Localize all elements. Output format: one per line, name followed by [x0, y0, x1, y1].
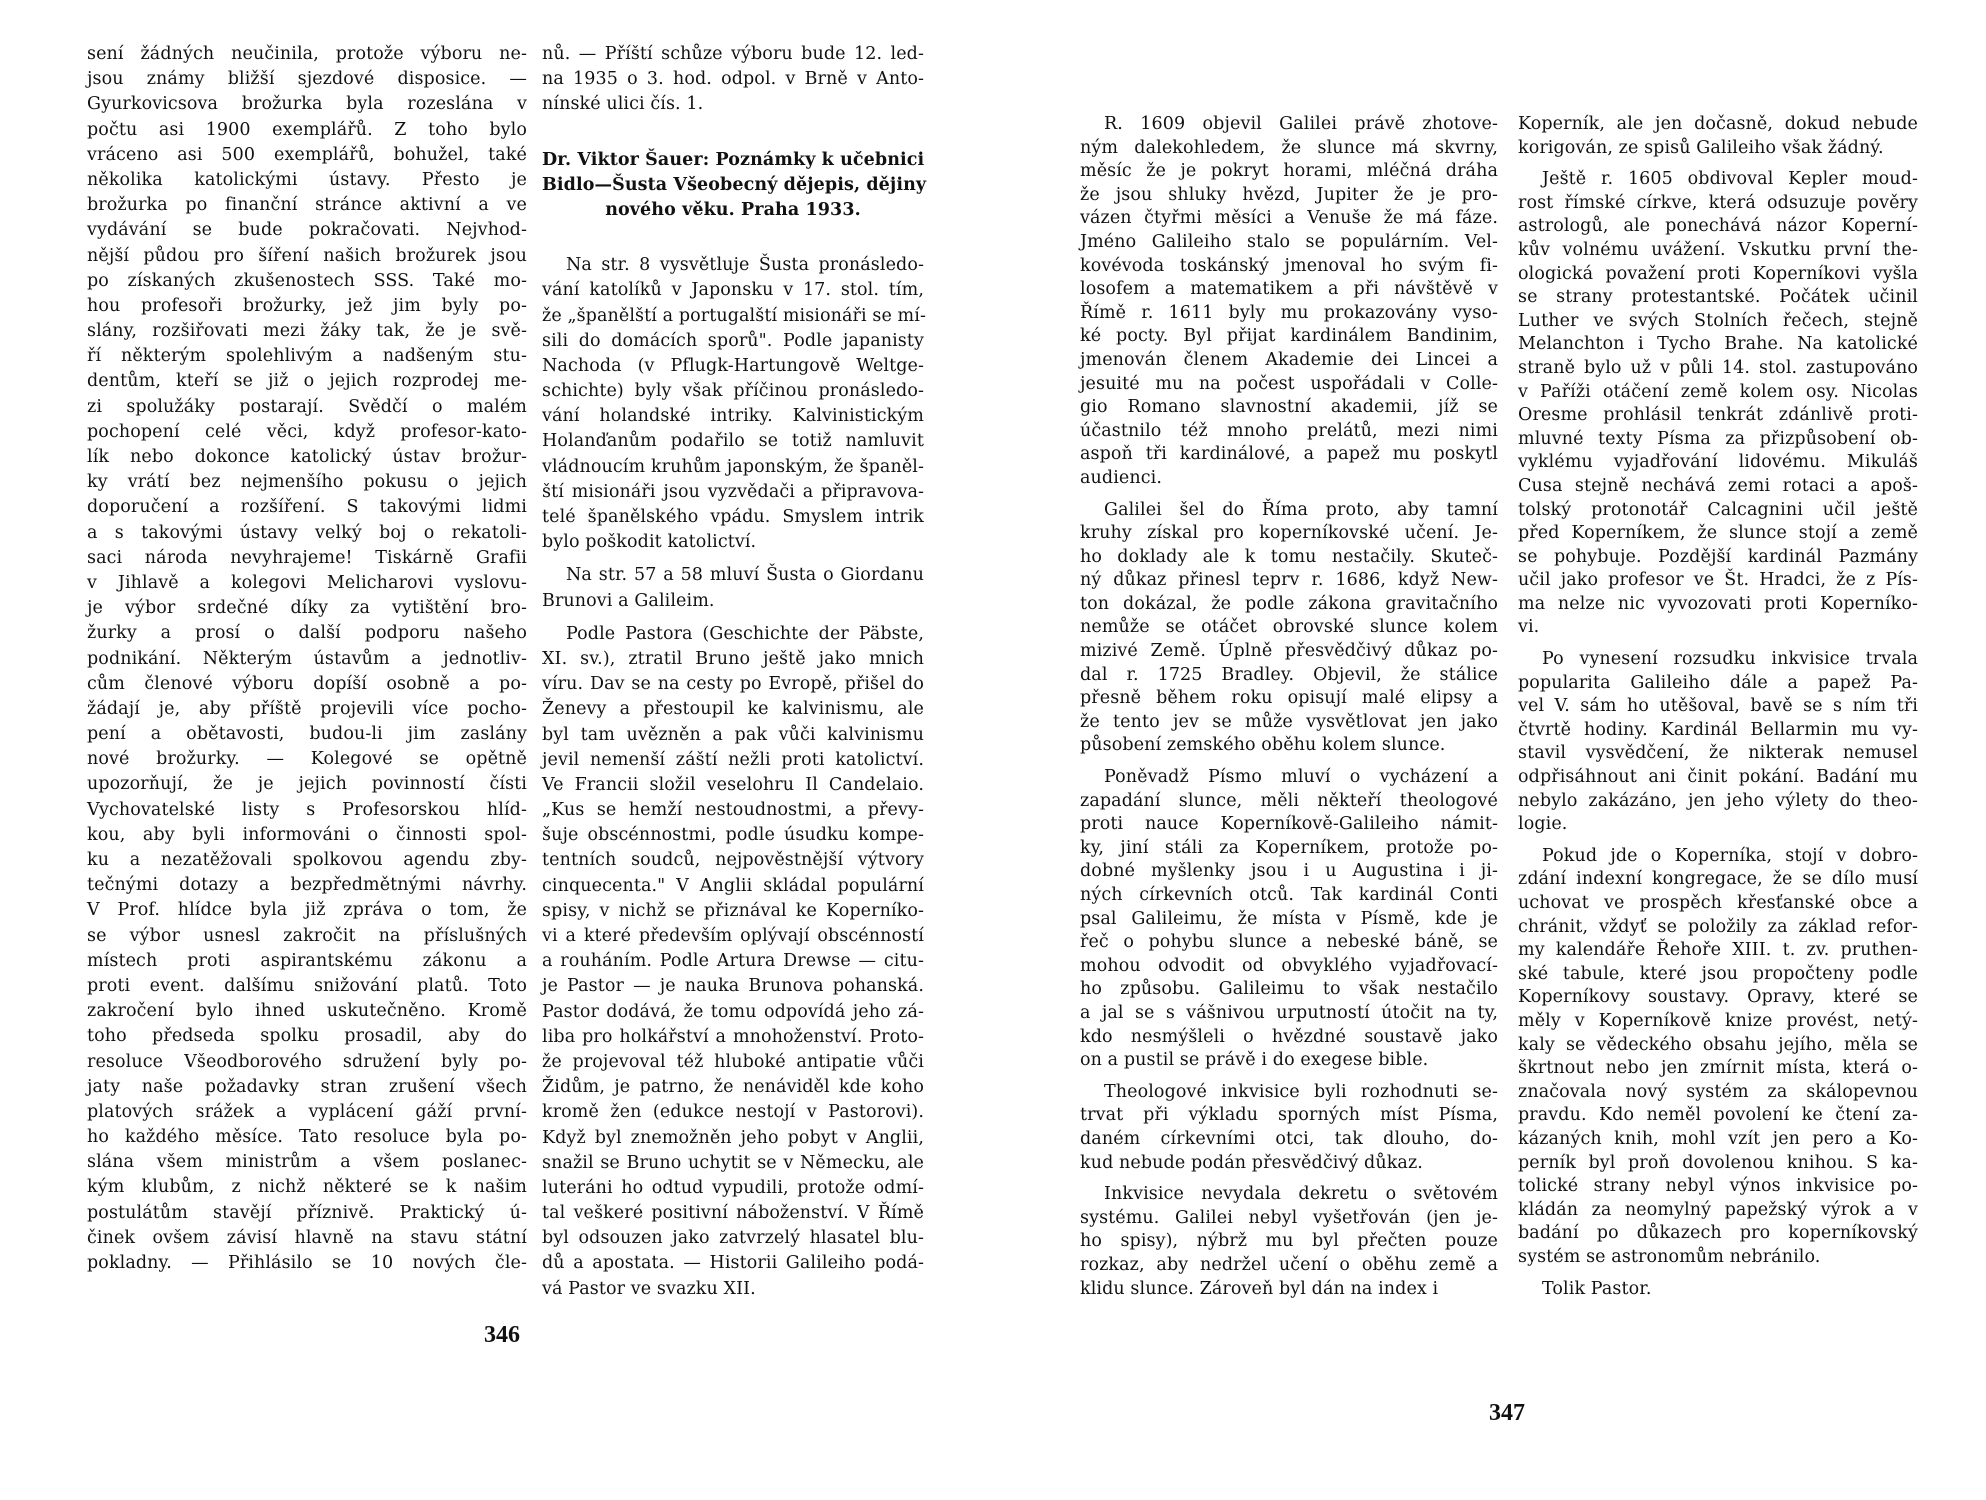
text-line: slány, rozšiřovati mezi žáky tak, že je svě-	[87, 321, 527, 342]
text-line: saci národa nevyhrajeme! Tiskárně Grafii	[87, 547, 527, 568]
text-line: tolické strany nebyl výnos inkvisice po-	[1518, 1176, 1918, 1197]
text-line: stavil vysvědčení, že nikterak nemusel	[1518, 743, 1918, 764]
text-line: platových srážek a vyplácení gáží první-	[87, 1101, 527, 1122]
page-347-column-2	[1518, 113, 1918, 1301]
text-line: pokladny. — Přihlásilo se 10 nových čle-	[87, 1253, 527, 1273]
text-line: kromě žen (edukce nestojí v Pastorovi).	[542, 1102, 924, 1123]
text-line: straně bylo už v půli 14. stol. zastupováno	[1518, 357, 1918, 378]
text-line: účastnilo též mnoho prelátů, mezi nimi	[1080, 420, 1498, 441]
text-line: dů a apostata. — Historii Galileiho podá-	[542, 1253, 924, 1274]
text-line: Po vynesení rozsudku inkvisice trvala	[1542, 649, 1918, 670]
text-line: a s takovými ústavy velký boj o rekatoli-	[87, 522, 527, 543]
text-line: Nachoda (v Pflugk-Hartungově Weltge-	[542, 355, 924, 376]
text-line: ným dalekohledem, že slunce má skvrny,	[1080, 137, 1498, 158]
text-line: je Pastor — je nauka Brunova pohanská.	[542, 976, 924, 997]
paragraph	[1518, 845, 1918, 1270]
text-line: několika katolickými ústavy. Přesto je	[87, 169, 527, 190]
text-line: brožurka po finanční stránce aktivní a ve	[87, 195, 527, 216]
text-line: víru. Dav se na cesty po Evropě, přišel do	[542, 674, 924, 695]
text-line: mohou odvodit od obvyklého vyjadřovací-	[1080, 955, 1498, 976]
text-line: v Jihlavě a kolegovi Melicharovi vyslovu-	[87, 572, 527, 593]
text-line: jaty naše požadavky stran zrušení všech	[87, 1076, 527, 1097]
text-line: ké pocty. Byl přijat kardinálem Bandinim,	[1080, 326, 1498, 347]
page-346-column-1	[87, 42, 527, 1276]
text-line: Theologové inkvisice byli rozhodnuti se-	[1104, 1081, 1498, 1102]
text-line: audienci.	[1080, 467, 1162, 488]
paragraph	[1518, 168, 1918, 640]
text-line: Melanchton i Tycho Brahe. Na katolické	[1518, 334, 1918, 355]
text-line: Římě r. 1611 byly mu prokazovány vyso-	[1080, 302, 1498, 323]
meeting-notice	[542, 42, 924, 118]
text-line: Gyurkovicsova brožurka byla rozeslána v	[87, 94, 527, 115]
text-line: liba pro holkářství a mnohoženství. Proto-	[542, 1026, 924, 1047]
paragraph	[1080, 1081, 1498, 1175]
text-line: vá Pastor ve svazku XII.	[542, 1278, 756, 1299]
text-line: ný důkaz přinesl teprv r. 1686, když New-	[1080, 570, 1498, 591]
text-line: korigován, ze spisů Galileiho však žádný.	[1518, 137, 1884, 158]
text-line: vel V. sám ho utěšoval, bavě se s ním tři	[1518, 696, 1918, 717]
text-line: podnikání. Některým ústavům a jednotliv-	[87, 648, 527, 669]
text-line: spisy, v nichž se přiznával ke Koperníko-	[542, 900, 924, 921]
text-line: značovala nový systém za skálopevnou	[1518, 1081, 1918, 1102]
text-line: po získaných zkušenostech SSS. Také mo-	[87, 270, 527, 291]
text-line: učil jako profesor ve Št. Hradci, že z Pís-	[1518, 570, 1918, 591]
paragraph	[542, 563, 924, 613]
text-line: a rouháním. Podle Artura Drewse — citu-	[542, 951, 924, 972]
text-line: zapadání slunce, měli někteří theologové	[1080, 790, 1498, 811]
text-line: vládnoucím kruhům japonským, že španěl-	[542, 456, 924, 477]
paragraph	[1518, 648, 1918, 837]
text-line: sení žádných neučinila, protože výboru ne-	[87, 44, 527, 64]
text-line: Brunovi a Galileim.	[542, 590, 715, 611]
text-line: dentům, kteří se již o jejich rozprodej me-	[87, 371, 527, 392]
text-line: odpřisáhnout ani činit pokání. Badání mu	[1518, 767, 1918, 788]
text-line: a jal se s vášnivou urputností útočit na ty,	[1080, 1002, 1498, 1023]
text-line: kázaných knih, mohl vzít jen pero a Ko-	[1518, 1128, 1918, 1149]
text-line: Tolik Pastor.	[1542, 1278, 1652, 1299]
text-line: psal Galileimu, že místa v Písmě, kde je	[1080, 908, 1498, 929]
text-line: zakročení bylo ihned uskutečněno. Kromě	[87, 1001, 527, 1022]
paragraph	[1080, 1183, 1498, 1301]
text-line: ří některým spolehlivým a nadšeným stu-	[87, 346, 527, 367]
text-line: toho předseda spolku prosadil, aby do	[87, 1026, 527, 1047]
text-line: zi spolužáky postarají. Svědčí o malém	[87, 396, 527, 417]
text-line: tolský protonotář Calcagnini učil ještě	[1518, 499, 1918, 520]
text-line: pení a obětavosti, budou-li jim zaslány	[87, 724, 527, 745]
paragraph	[542, 622, 924, 1302]
text-line: byl odsouzen jako zatvrzelý hlasatel blu-	[542, 1228, 924, 1249]
text-line: nější půdou pro šíření našich brožurek jsou	[87, 245, 527, 266]
text-line: perník byl proň dovolenou knihou. S ka-	[1518, 1152, 1918, 1173]
text-line: cinquecenta." V Anglii skládal populární	[542, 875, 924, 896]
paragraph	[1080, 113, 1498, 491]
text-line: ho spisy), nýbrž mu byl přečten pouze	[1080, 1231, 1498, 1252]
text-line: se pohybuje. Pozdější kardinál Pazmány	[1518, 546, 1918, 567]
text-line: ky vrátí bez nejmenšího pokusu o jejich	[87, 472, 527, 493]
text-line: systému. Galilei nebyl vyšetřován (jen je-	[1080, 1207, 1498, 1228]
text-line: logie.	[1518, 814, 1568, 835]
text-line: Luther ve svých Stolních řečech, stejně	[1518, 310, 1918, 331]
text-line: vydávání se bude pokračovati. Nejvhod-	[87, 220, 527, 241]
text-line: V Prof. hlídce byla již zpráva o tom, že	[87, 900, 527, 921]
text-line: popularita Galileiho dále a papež Pa-	[1518, 672, 1918, 693]
text-line: Jméno Galileiho stalo se populárním. Vel-	[1080, 231, 1498, 252]
text-line: rost římské církve, která odsuzuje pověry	[1518, 192, 1918, 213]
text-line: tečnými dotazy a bezpředmětnými návrhy.	[87, 875, 527, 896]
text-line: je výbor srdečné díky za vytištění bro-	[87, 598, 527, 619]
text-line: sili do domácích sporů". Podle japanisty	[542, 330, 924, 351]
text-line: vi.	[1518, 617, 1540, 638]
text-line: telé španělského vpádu. Smyslem intrik	[542, 507, 924, 527]
paragraph	[1518, 113, 1918, 160]
text-line: „Kus se hemží nestoudnostmi, a převy-	[542, 800, 924, 821]
text-line: nové brožurky. — Kolegové se opětně	[87, 749, 527, 770]
text-line: tentních soudců, nejpověstnější výtvory	[542, 850, 924, 871]
text-line: Podle Pastora (Geschichte der Päbste,	[566, 623, 924, 644]
text-line: Poněvadž Písmo mluví o vycházení a	[1104, 767, 1498, 788]
text-line: chránit, vždyť se položily za základ refor-	[1518, 916, 1918, 937]
text-line: že jsou shluky hvězd, Jupiter že je pro-	[1080, 184, 1498, 205]
text-line: Koperník, ale jen dočasně, dokud nebude	[1518, 114, 1918, 134]
text-line: kovévoda toskánský jmenoval ho svým fi-	[1080, 255, 1498, 276]
text-line: Ženevy a přestoupil ke kalvinismu, ale	[542, 699, 924, 720]
text-line: ho způsobu. Galileimu to však nestačilo	[1080, 979, 1498, 1000]
text-line: před Koperníkem, že slunce stojí a země	[1518, 523, 1918, 544]
text-line: mluvné texty Písma za přizpůsobení ob-	[1518, 428, 1918, 449]
text-line: řeč o pohybu slunce a nebeské báně, se	[1080, 932, 1498, 953]
text-line: schichte) byly však příčinou pronásledo-	[542, 381, 924, 402]
review-body	[542, 253, 924, 1302]
text-line: on a pustil se právě i do exegese bible.	[1080, 1050, 1429, 1071]
text-line: trvat při výkladu sporných míst Písma,	[1080, 1105, 1498, 1126]
text-line: Holanďanům podařilo se totiž namluvit	[542, 431, 924, 452]
paragraph	[542, 253, 924, 555]
text-line: nebylo zakázáno, jen jeho výlety do theo-	[1518, 790, 1918, 811]
text-line: že projevoval též hluboké antipatie vůči	[542, 1051, 924, 1072]
text-line: kruhy získal pro koperníkovské učení. Je-	[1080, 523, 1498, 544]
text-line: ské tabule, které jsou propočteny podle	[1518, 963, 1918, 984]
text-line: Když byl znemožněn jeho pobyt v Anglii,	[542, 1127, 924, 1148]
text-line: žádají je, aby příště projevili více pocho-	[87, 698, 527, 719]
text-line: ští misionáři jsou vyzvědači a připravova-	[542, 481, 924, 502]
text-line: šuje obscénnostmi, podle úsudku kompe-	[542, 825, 924, 846]
text-line: nů. — Příští schůze výboru bude 12. led-	[542, 44, 924, 64]
text-line: Ve Francii složil veselohru Il Candelaio.	[542, 774, 924, 795]
text-line: tal veškeré positivní náboženství. V Římě	[542, 1203, 924, 1224]
text-line: nemůže se otáčet obrovské slunce kolem	[1080, 617, 1498, 638]
text-line: že „španělští a portugalští misionáři se mí-	[542, 305, 926, 326]
text-line: astrologů, ale ponechává názor Koperní-	[1518, 216, 1918, 237]
text-line: nínské ulici čís. 1.	[542, 94, 704, 115]
text-line: dal r. 1725 Bradley. Objevil, že stálice	[1080, 664, 1498, 685]
text-line: hou profesoři brožurky, jež jim byly po-	[87, 295, 527, 316]
text-line: Koperníkovy soustavy. Opravy, které se	[1518, 987, 1918, 1008]
text-line: vráceno asi 500 exemplářů, bohužel, také	[87, 144, 527, 165]
text-line: ho každého měsíce. Tato resoluce byla po-	[87, 1127, 527, 1148]
text-line: proti nauce Koperníkově-Galileiho námit-	[1080, 814, 1498, 835]
text-line: kův volnému uvážení. Vskutku první the-	[1518, 239, 1918, 260]
text-line: Galilei šel do Říma proto, aby tamní	[1104, 499, 1498, 520]
text-line: Vychovatelské listy s Profesorskou hlíd-	[87, 799, 527, 820]
text-line: působení zemského oběhu kolem slunce.	[1080, 735, 1446, 756]
text-line: postulátům stavějí příznivě. Praktický ú-	[87, 1202, 527, 1223]
text-line: mizivé Země. Úplně přesvědčivý důkaz po-	[1080, 641, 1498, 662]
text-line: měsíc že je pokryt horami, mléčná dráha	[1080, 161, 1498, 182]
text-line: ných církevních otců. Tak kardinál Conti	[1080, 885, 1498, 905]
text-line: jevil nemenší záští nežli proti katolictví.	[542, 749, 924, 770]
text-line: XI. sv.), ztratil Bruno ještě jako mnich	[542, 648, 924, 669]
text-line: měly v Koperníkově knize provést, netý-	[1518, 1010, 1918, 1031]
text-line: Pastor dodává, že tomu odpovídá jeho zá-	[542, 1001, 924, 1022]
paragraph	[1518, 1278, 1918, 1302]
text-line: na 1935 o 3. hod. odpol. v Brně v Anto-	[542, 69, 924, 90]
text-line: proti event. dalšímu snižování platů. Toto	[87, 975, 527, 996]
text-line: počtu asi 1900 exemplářů. Z toho bylo	[87, 119, 527, 140]
text-line: ton dokázal, že podle zákona gravitačního	[1080, 593, 1498, 614]
text-line: snažil se Bruno uchytit se v Německu, ale	[542, 1152, 924, 1173]
text-line: ku a nezatěžovali spolkovou agendu zby-	[87, 850, 527, 870]
text-line: uchovat ve prospěch křesťanské obce a	[1518, 893, 1918, 913]
text-line: resoluce Všeodborového sdružení byly po-	[87, 1051, 527, 1072]
text-line: škrtnout nebo jen zmírnit místa, která o-	[1518, 1058, 1918, 1079]
paragraph	[1080, 766, 1498, 1073]
text-line: nového věku. Praha 1933.	[605, 199, 861, 220]
paragraph	[1080, 499, 1498, 759]
text-line: lík nebo dokonce katolický ústav brožur-	[87, 447, 527, 467]
text-line: aspoň tři kardinálové, a papež mu poskytl	[1080, 444, 1498, 465]
text-line: ma nelze nic vyvozovati proti Koperníko-	[1518, 593, 1918, 614]
text-line: Ještě r. 1605 obdivoval Kepler moud-	[1542, 169, 1918, 190]
text-line: čtvrtě hodiny. Kardinál Bellarmin mu vy-	[1518, 719, 1918, 740]
text-line: jesuité mu na počest uspořádali v Colle-	[1080, 373, 1498, 394]
page-347-column-1	[1080, 113, 1498, 1301]
text-line: přesně během roku opisují malé elipsy a	[1080, 688, 1498, 709]
text-line: gio Romano slavnostní akademii, jíž se	[1080, 397, 1498, 418]
text-line: v Paříži otáčení země kolem osy. Nicolas	[1518, 381, 1918, 402]
text-line: ologická považení proti Koperníkovi vyšla	[1518, 263, 1918, 284]
text-line: se strany protestantské. Počátek učinil	[1518, 287, 1918, 308]
text-line: badání po důkazech pro koperníkovský	[1518, 1223, 1918, 1244]
text-line: Na str. 57 a 58 mluví Šusta o Giordanu	[566, 565, 924, 586]
text-line: rozkaz, aby nedržel učení o oběhu země a	[1080, 1254, 1498, 1275]
text-line: se výbor usnesl zakročit na příslušných	[87, 925, 527, 946]
text-line: Bidlo—Šusta Všeobecný dějepis, dějiny	[542, 174, 927, 195]
text-line: dobné myšlenky jsou i u Augustina i ji-	[1080, 861, 1498, 882]
text-line: jmenován členem Akademie dei Lincei a	[1080, 349, 1498, 370]
text-line: kaly se vědeckého obsahu jejího, měla se	[1518, 1034, 1918, 1055]
text-line: Oresme prohlásil tenkrát zdánlivě proti-	[1518, 405, 1918, 426]
text-line: vázen čtyřmi měsíci a Venuše že má fáze.	[1080, 208, 1498, 229]
text-line: losofem a matematikem a při návštěvě v	[1080, 279, 1498, 300]
text-line: doporučení a rozšíření. S takovými lidmi	[87, 497, 527, 518]
page-346-column-2	[542, 42, 927, 1302]
text-line: kou, aby byli informováni o činnosti spol-	[87, 824, 527, 845]
text-line: ky, jiní stáli za Koperníkem, protože po-	[1080, 837, 1498, 858]
text-line: klidu slunce. Zároveň byl dán na index i	[1080, 1278, 1439, 1299]
text-line: luteráni ho odtud vypudili, protože odmí-	[542, 1177, 924, 1198]
text-line: Na str. 8 vysvětluje Šusta pronásledo-	[566, 255, 924, 276]
text-line: Inkvisice nevydala dekretu o světovém	[1104, 1184, 1498, 1205]
text-line: Cusa stejně nechává zemi rotaci a apoš-	[1518, 475, 1918, 496]
review-heading	[542, 148, 927, 224]
text-line: vyklému vyjadřování lidovému. Mikuláš	[1518, 452, 1918, 473]
text-line: R. 1609 objevil Galilei právě zhotove-	[1104, 114, 1498, 134]
text-line: ho doklady ale k tomu nestačily. Skuteč-	[1080, 546, 1498, 567]
page-number-346: 346	[484, 1322, 520, 1348]
text-line: Židům, je patrno, že nenáviděl kde koho	[542, 1077, 924, 1098]
text-line: pochopení celé věci, když profesor-kato-	[87, 421, 527, 442]
text-line: cům členové výboru dopíší osobně a po-	[87, 673, 527, 694]
text-line: Pokud jde o Koperníka, stojí v dobro-	[1542, 845, 1918, 866]
text-line: upozorňují, že je jejich povinností čísti	[87, 774, 527, 795]
text-line: vání katolíků v Japonsku v 17. stol. tím,	[542, 280, 924, 301]
text-line: kládán za neomylný papežský výrok a v	[1518, 1199, 1918, 1220]
text-line: daném církevními otci, tak dlouho, do-	[1080, 1128, 1498, 1149]
text-line: Dr. Viktor Šauer: Poznámky k učebnici	[542, 149, 925, 170]
text-line: kud nebude podán přesvědčivý důkaz.	[1080, 1152, 1423, 1173]
text-line: kým klubům, z nichž některé se k našim	[87, 1177, 527, 1198]
text-line: slána všem ministrům a všem poslanec-	[87, 1152, 527, 1173]
text-line: byl tam uvězněn a pak vůči kalvinismu	[542, 724, 924, 745]
page-number-347: 347	[1489, 1400, 1525, 1426]
text-line: jsou známy bližší sjezdové disposice. —	[87, 69, 527, 90]
text-line: činek ovšem závisí hlavně na stavu státní	[87, 1227, 527, 1248]
text-line: kdo nesmýšleli o hvězdné soustavě jako	[1080, 1026, 1498, 1047]
text-line: bylo poškodit katolictví.	[542, 532, 757, 553]
text-line: my kalendáře Řehoře XIII. t. zv. pruthen-	[1518, 940, 1918, 961]
text-line: žurky a prosí o další podporu našeho	[87, 623, 527, 644]
text-line: zdání indexní kongregace, že se dílo musí	[1518, 869, 1918, 890]
text-line: systém se astronomům nebránilo.	[1518, 1246, 1821, 1267]
text-line: že tento jev se může vysvětlovat jen jako	[1080, 711, 1498, 732]
text-line: vání holandské intriky. Kalvinistickým	[542, 406, 924, 427]
text-line: místech proti aspirantskému zákonu a	[87, 950, 527, 971]
text-line: vi a které především oplývají obscénností	[542, 926, 924, 946]
text-line: pravdu. Kdo neměl povolení ke čtení za-	[1518, 1105, 1918, 1126]
